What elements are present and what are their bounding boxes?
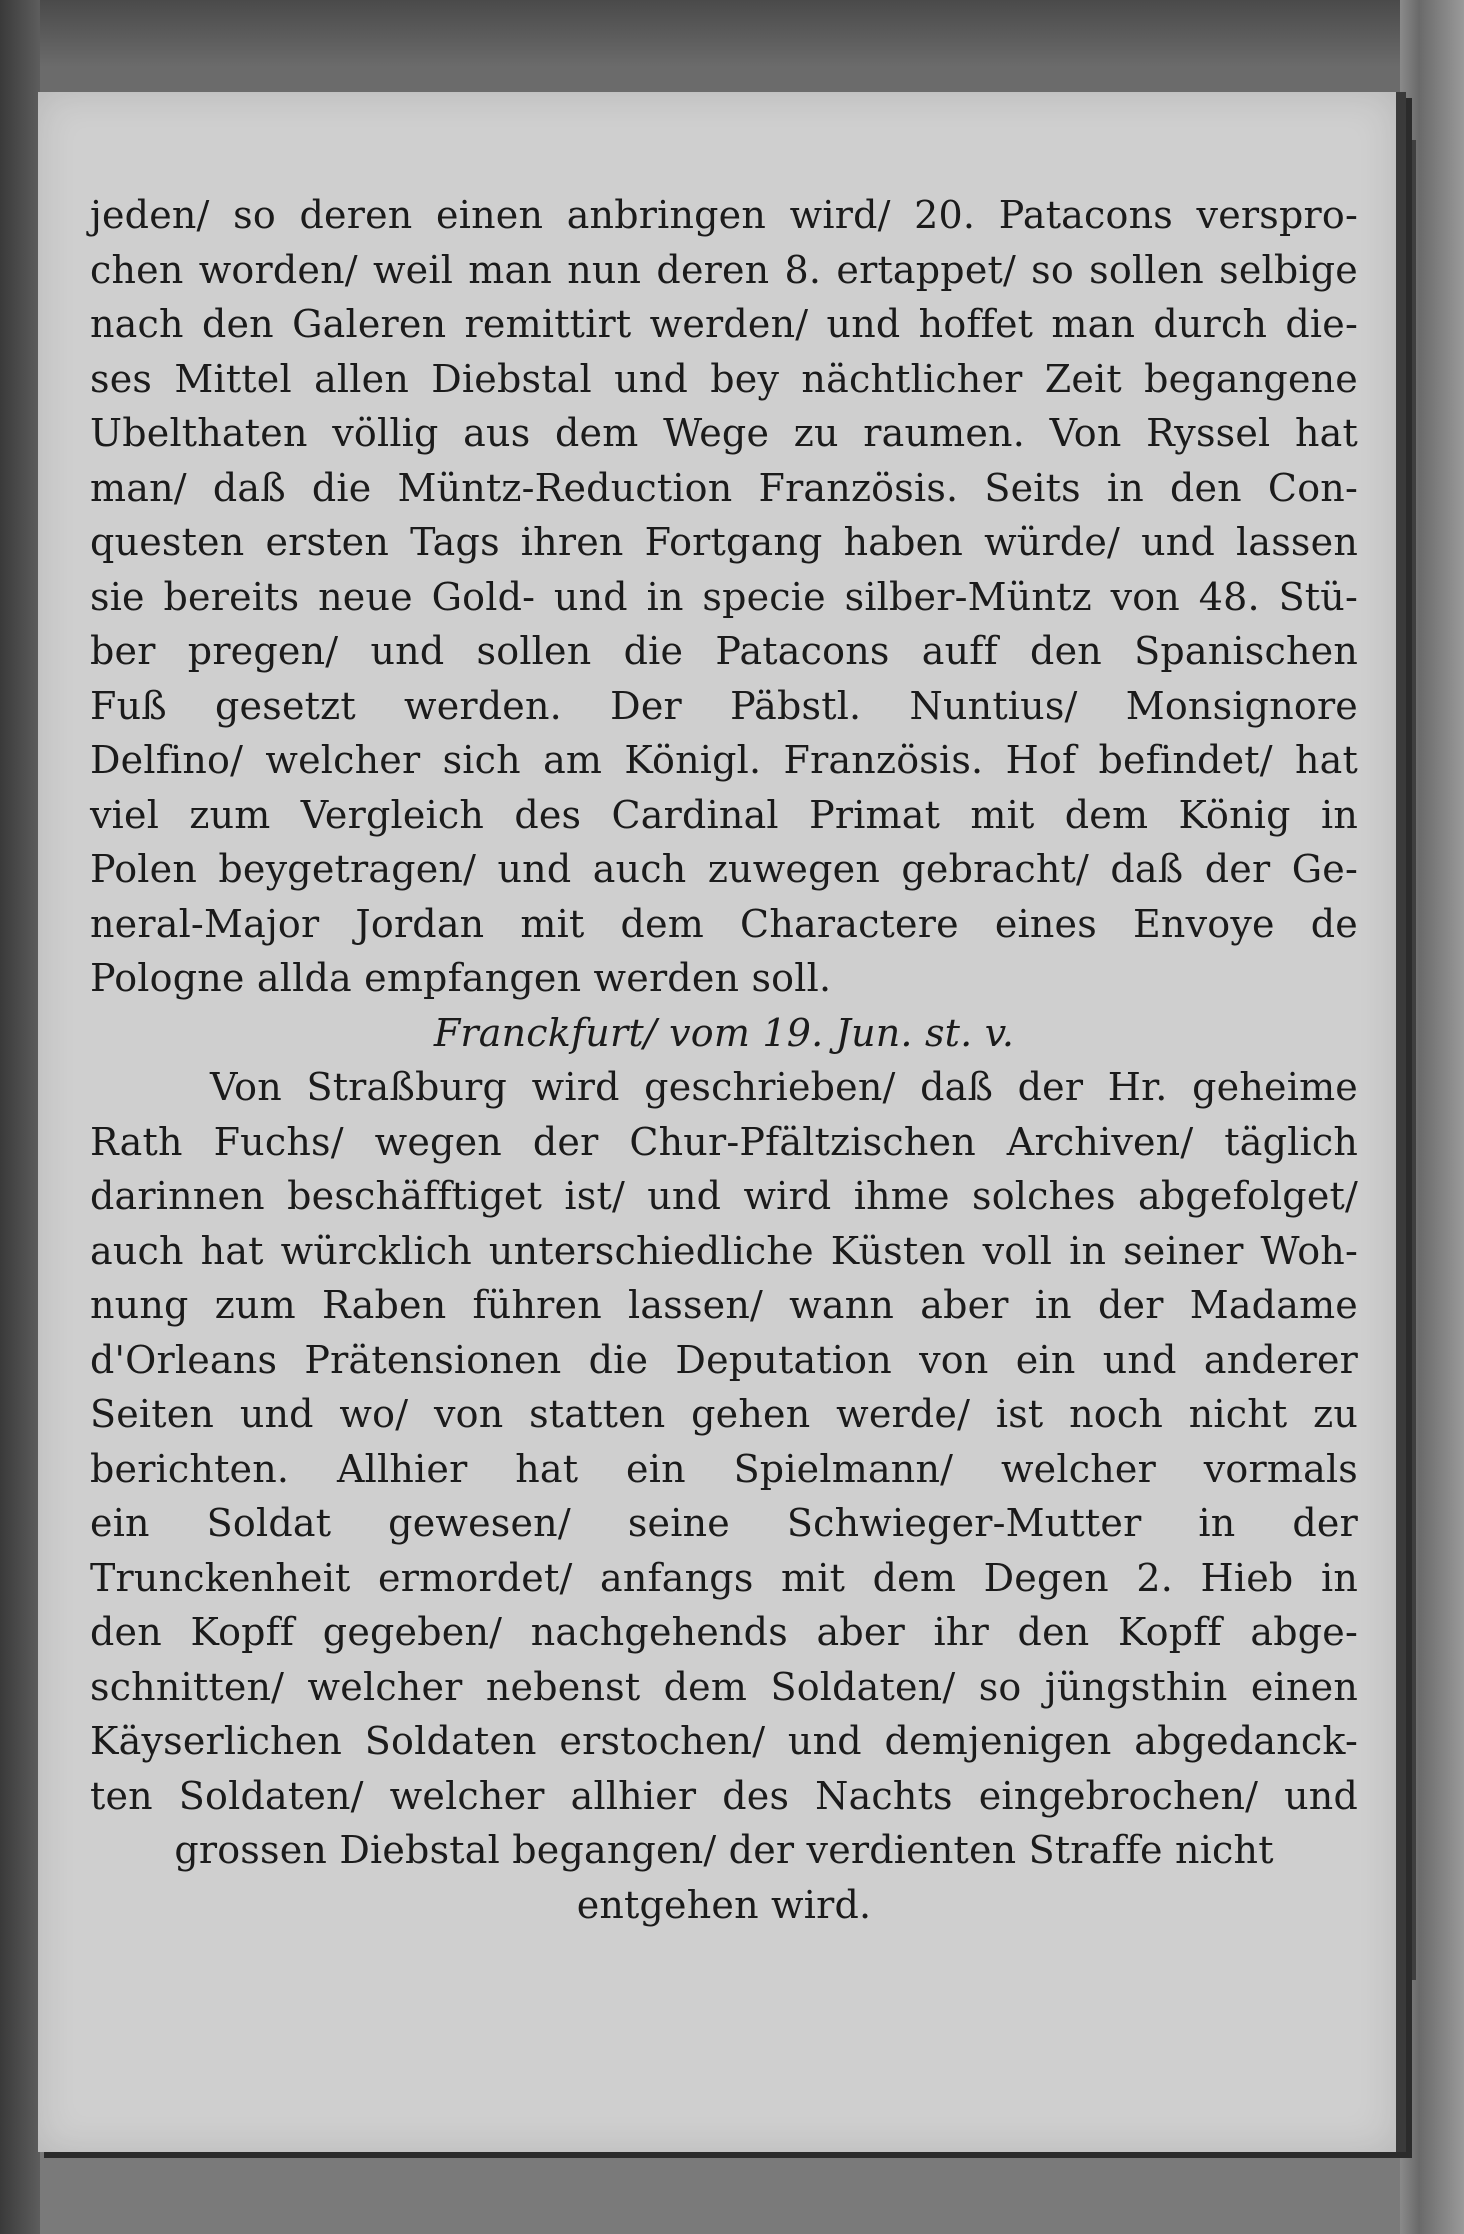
text-line: viel zum Vergleich des Cardinal Primat mit dem König in xyxy=(90,792,1358,837)
text-line: darinnen beschäfftiget ist/ und wird ihme solches abgefolget/ xyxy=(90,1174,1358,1218)
text-line: neral-Major Jordan mit dem Charactere eines Envoye de xyxy=(90,901,1358,946)
text-line: Trunckenheit ermordet/ anfangs mit dem Degen 2. Hieb in xyxy=(90,1555,1358,1600)
text-line: nach den Galeren remittirt werden/ und hoffet man durch die- xyxy=(90,302,1358,346)
text-line: ses Mittel allen Diebstal und bey nächtlicher Zeit begangene xyxy=(90,356,1358,401)
text-line: Polen beygetragen/ und auch zuwegen gebracht/ daß der Ge- xyxy=(90,847,1358,891)
text-line: Pologne allda empfangen werden soll. xyxy=(90,956,832,1000)
text-line: Seiten und wo/ von statten gehen werde/ ist noch nicht zu xyxy=(90,1392,1358,1436)
body-text xyxy=(90,188,1358,1932)
text-line: ten Soldaten/ welcher allhier des Nachts eingebrochen/ und xyxy=(90,1773,1358,1818)
text-line: d'Orleans Prätensionen die Deputation von ein und anderer xyxy=(90,1337,1358,1382)
text-line: chen worden/ weil man nun deren 8. ertappet/ so sollen selbige xyxy=(90,247,1358,292)
text-line: berichten. Allhier hat ein Spielmann/ welcher vormals xyxy=(90,1446,1358,1491)
text-line: Fuß gesetzt werden. Der Päbstl. Nuntius/ Monsignore xyxy=(90,683,1358,728)
next-page-edge xyxy=(1410,140,1416,1980)
text-line: ein Soldat gewesen/ seine Schwieger-Mutter in der xyxy=(90,1501,1358,1545)
text-line: nung zum Raben führen lassen/ wann aber in der Madame xyxy=(90,1283,1358,1327)
text-line: sie bereits neue Gold- und in specie silber-Müntz von 48. Stü- xyxy=(90,574,1358,619)
text-line: Delfino/ welcher sich am Königl. Französis. Hof befindet/ hat xyxy=(90,738,1358,782)
text-line: jeden/ so deren einen anbringen wird/ 20. Patacons verspro- xyxy=(90,193,1358,237)
text-line: entgehen wird. xyxy=(576,1882,872,1927)
dateline-heading: Franckfurt/ vom 19. Jun. st. v. xyxy=(433,1010,1015,1055)
text-line: schnitten/ welcher nebenst dem Soldaten/ so jüngsthin einen xyxy=(90,1664,1358,1709)
printed-page xyxy=(38,92,1406,2152)
text-line: questen ersten Tags ihren Fortgang haben würde/ und lassen xyxy=(90,520,1358,564)
text-line: ber pregen/ und sollen die Patacons auff den Spanischen xyxy=(90,629,1358,673)
text-line: den Kopff gegeben/ nachgehends aber ihr den Kopff abge- xyxy=(90,1610,1358,1654)
text-line: Von Straßburg wird geschrieben/ daß der Hr. geheime xyxy=(210,1065,1358,1109)
text-line: Ubelthaten völlig aus dem Wege zu raumen. Von Ryssel hat xyxy=(90,411,1358,455)
text-line: Rath Fuchs/ wegen der Chur-Pfältzischen Archiven/ täglich xyxy=(90,1119,1358,1164)
text-line: man/ daß die Müntz-Reduction Französis. Seits in den Con- xyxy=(90,465,1358,510)
text-line: auch hat würcklich unterschiedliche Küsten voll in seiner Woh- xyxy=(90,1228,1358,1273)
backdrop-left-edge xyxy=(0,0,40,2234)
text-line: Käyserlichen Soldaten erstochen/ und demjenigen abgedanck- xyxy=(90,1719,1358,1763)
text-line: grossen Diebstal begangen/ der verdienten Straffe nicht xyxy=(174,1828,1274,1872)
